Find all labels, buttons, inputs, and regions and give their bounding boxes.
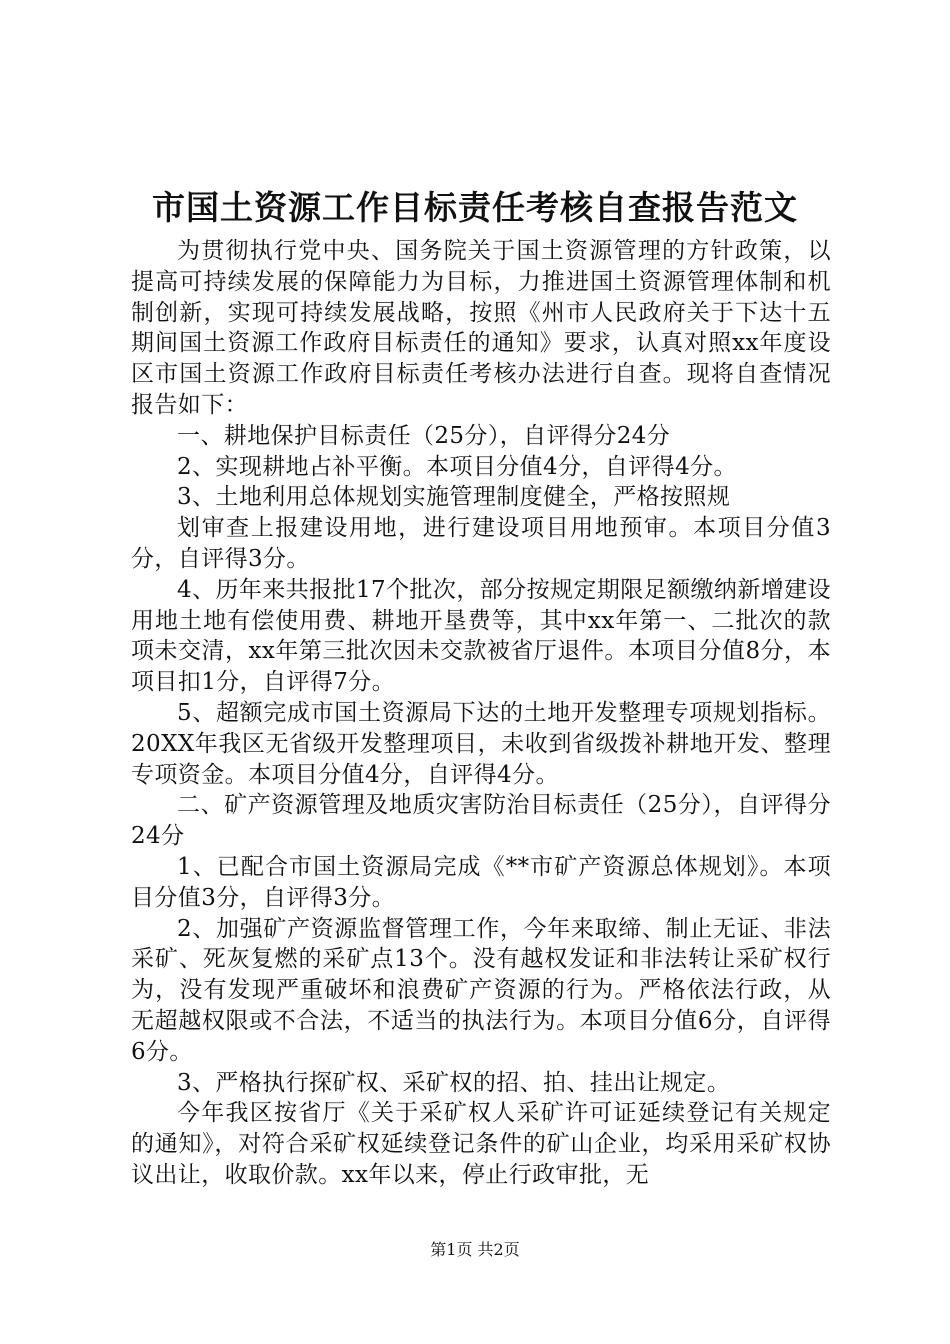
paragraph-section-2-heading: 二、矿产资源管理及地质灾害防治目标责任（25分），自评得分24分 [131,792,831,850]
paragraph-item-2-2: 2、加强矿产资源监督管理工作，今年来取缔、制止无证、非法采矿、死灰复燃的采矿点13个。没有越权发证和非法转让采矿权行为，没有发现严重破坏和浪费矿产资源的行为。严格依法行政，从无超越权限或不合法，不适当的执法行为。本项目分值6分，自评得6分。 [131,915,831,1065]
paragraph-item-2-1: 1、已配合市国土资源局完成《**市矿产资源总体规划》。本项目分值3分，自评得3分。 [131,853,831,911]
paragraph-item-1-2: 2、实现耕地占补平衡。本项目分值4分，自评得4分。 [177,453,737,480]
page-footer: 第1页 共2页 [430,1240,520,1259]
document-title: 市国土资源工作目标责任考核自查报告范文 [152,188,798,227]
paragraph-item-1-4: 4、历年来共报批17个批次，部分按规定期限足额缴纳新增建设用地土地有偿使用费、耕地开垦费等，其中xx年第一、二批次的款项未交清，xx年第三批次因未交款被省厅退件。本项目分值8分，本项目扣1分，自评得7分。 [131,576,831,696]
paragraph-section-1-heading: 一、耕地保护目标责任（25分），自评得分24分 [177,422,671,449]
paragraph-mining-rights: 今年我区按省厅《关于采矿权人采矿许可证延续登记有关规定的通知》，对符合采矿权延续登记条件的矿山企业，均采用采矿权协议出让，收取价款。xx年以来，停止行政审批，无 [131,1100,831,1188]
paragraph-intro: 为贯彻执行党中央、国务院关于国土资源管理的方针政策，以提高可持续发展的保障能力为目标，力推进国土资源管理体制和机制创新，实现可持续发展战略，按照《州市人民政府关于下达十五期间国土资源工作政府目标责任的通知》要求，认真对照xx年度设区市国土资源工作政府目标责任考核办法进行自查。现将自查情况报告如下： [131,238,831,418]
document-body [131,236,831,1191]
paragraph-item-2-3: 3、严格执行探矿权、采矿权的招、拍、挂出让规定。 [177,1069,731,1096]
paragraph-item-1-3-continued: 划审查上报建设用地，进行建设项目用地预审。本项目分值3分，自评得3分。 [131,515,831,572]
paragraph-item-1-5: 5、超额完成市国土资源局下达的土地开发整理专项规划指标。20XX年我区无省级开发整理项目，未收到省级拨补耕地开发、整理专项资金。本项目分值4分，自评得4分。 [131,699,831,788]
paragraph-item-1-3: 3、土地利用总体规划实施管理制度健全，严格按照规 [177,484,731,511]
